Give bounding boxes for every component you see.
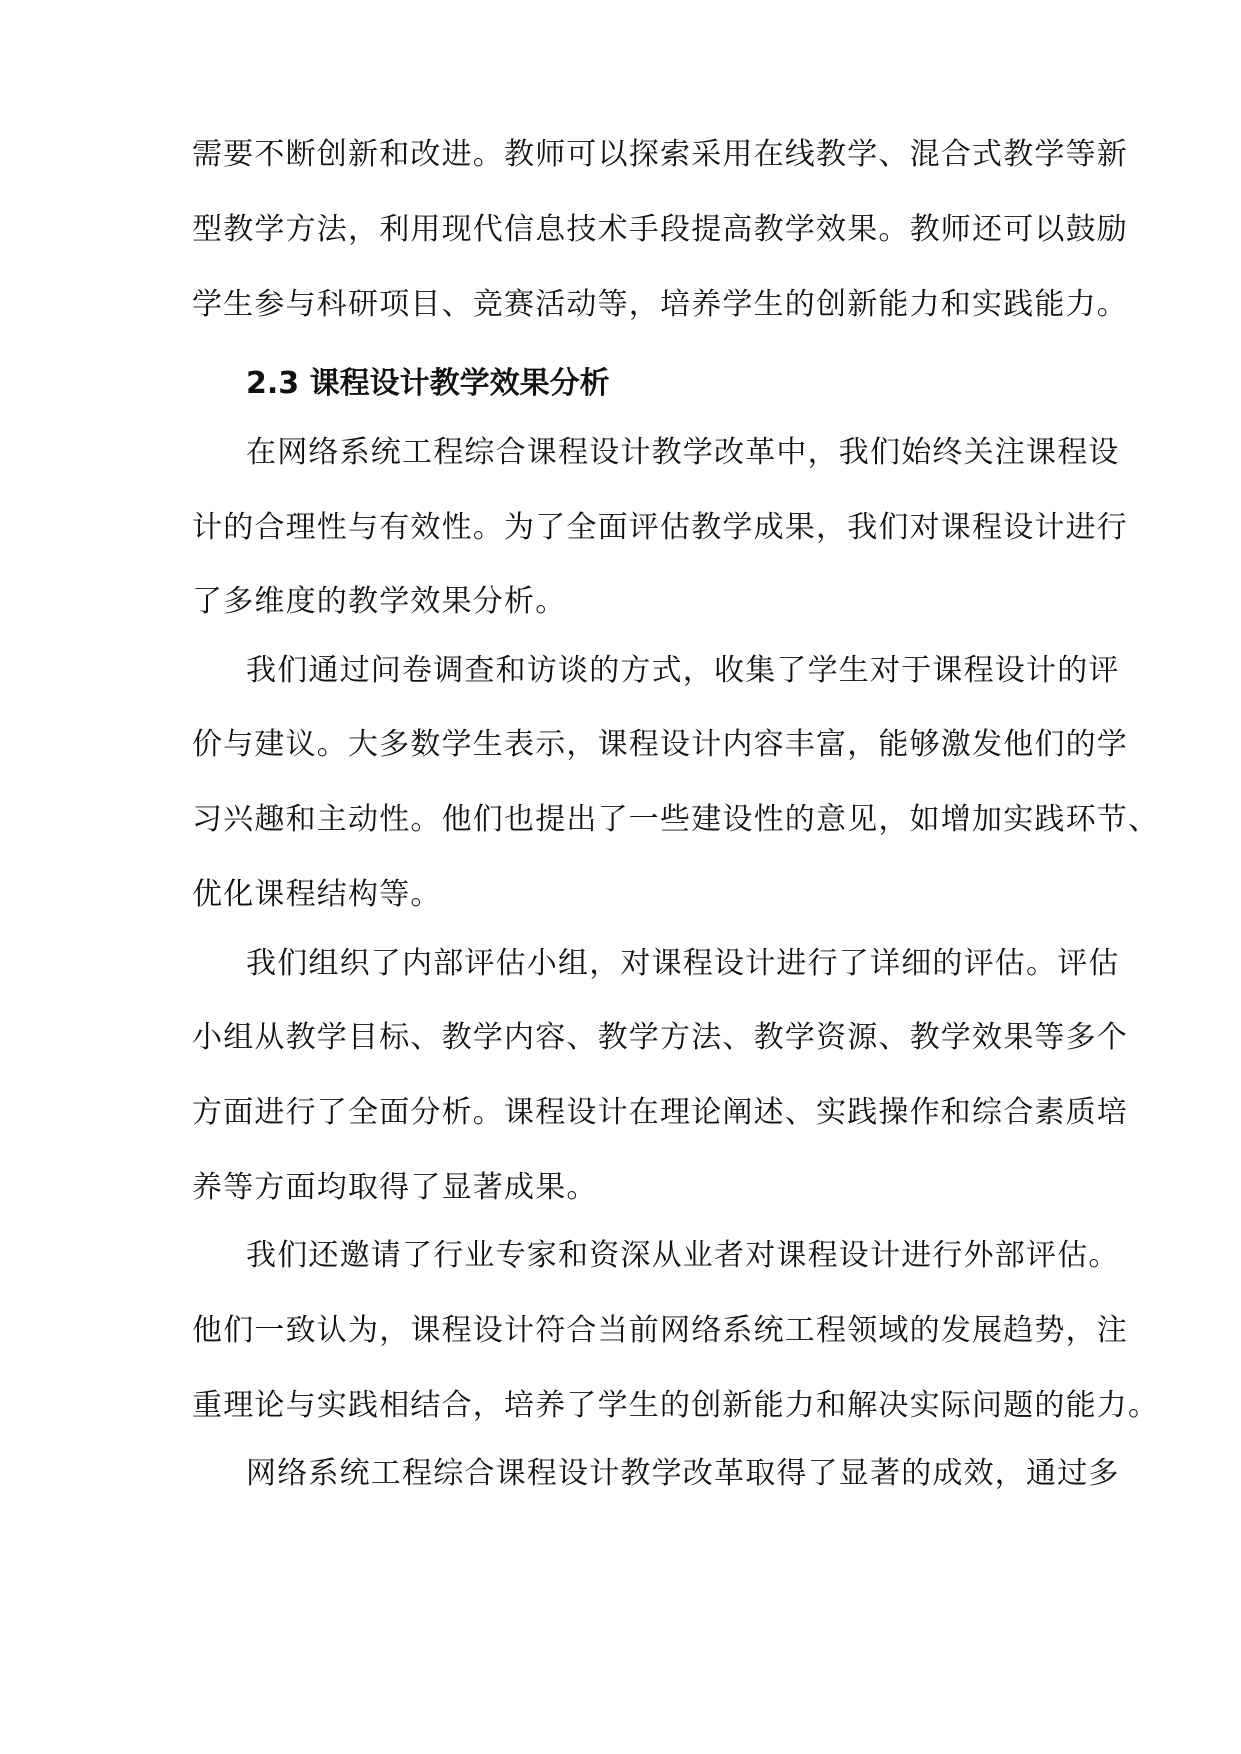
paragraph-first-line: 网络系统工程综合课程设计教学改革取得了显著的成效，通过多 [246,1456,1120,1491]
body-line: 型教学方法，利用现代信息技术手段提高教学效果。教师还可以鼓励 [192,212,1128,247]
body-line: 学生参与科研项目、竞赛活动等，培养学生的创新能力和实践能力。 [192,287,1128,322]
body-line: 了多维度的教学效果分析。 [192,584,567,619]
body-line: 价与建议。大多数学生表示，课程设计内容丰富，能够激发他们的学 [192,727,1128,762]
body-line: 计的合理性与有效性。为了全面评估教学成果，我们对课程设计进行 [192,510,1128,545]
body-line: 优化课程结构等。 [192,877,442,912]
body-line: 需要不断创新和改进。教师可以探索采用在线教学、混合式教学等新 [192,137,1128,172]
paragraph-first-line: 我们组织了内部评估小组，对课程设计进行了详细的评估。评估 [246,946,1120,981]
body-line: 习兴趣和主动性。他们也提出了一些建设性的意见，如增加实践环节、 [192,802,1160,837]
section-heading: 2.3 课程设计教学效果分析 [246,366,610,401]
body-line: 养等方面均取得了显著成果。 [192,1170,598,1205]
paragraph-first-line: 我们通过问卷调查和访谈的方式，收集了学生对于课程设计的评 [246,653,1120,688]
body-line: 方面进行了全面分析。课程设计在理论阐述、实践操作和综合素质培 [192,1095,1128,1130]
paragraph-first-line: 在网络系统工程综合课程设计教学改革中，我们始终关注课程设 [246,435,1120,470]
body-line: 小组从教学目标、教学内容、教学方法、教学资源、教学效果等多个 [192,1020,1128,1055]
body-line: 他们一致认为，课程设计符合当前网络系统工程领域的发展趋势，注 [192,1313,1128,1348]
paragraph-first-line: 我们还邀请了行业专家和资深从业者对课程设计进行外部评估。 [246,1238,1120,1273]
body-line: 重理论与实践相结合，培养了学生的创新能力和解决实际问题的能力。 [192,1388,1160,1423]
